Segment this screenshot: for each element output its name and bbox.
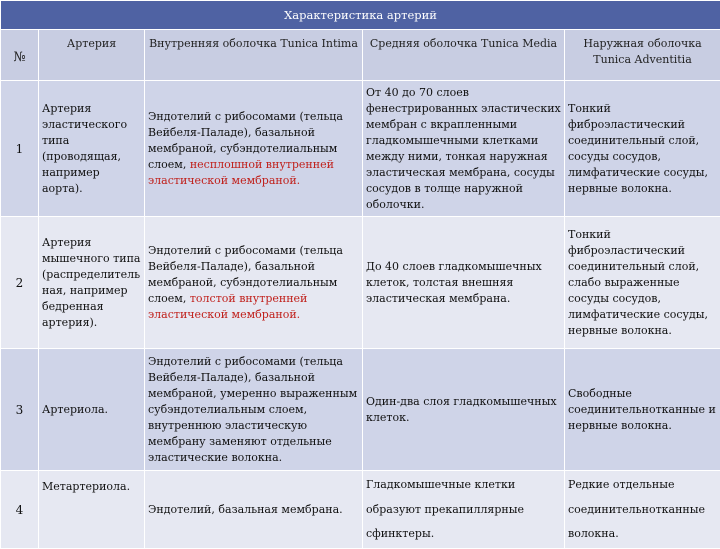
artery-cell: Артериола. (39, 349, 145, 471)
intima-cell: Эндотелий с рибосомами (тельца Вейбеля-Паладе), базальной мембраной, умеренно выраженным субэндотелиальным слоем, внутреннюю эластическую мембрану заменяют отдельные эластические волокна. (145, 349, 363, 471)
media-line: сфинктеры. (366, 526, 561, 542)
media-cell: До 40 слоев гладкомышечных клеток, толстая внешняя эластическая мембрана. (363, 217, 565, 349)
media-cell (363, 471, 565, 549)
adventitia-cell: Тонкий фиброэластический соединительный слой, слабо выраженные сосуды сосудов, лимфатические сосуды, нервные волокна. (565, 217, 720, 349)
artery-cell: Метартериола. (39, 471, 145, 549)
adventitia-line: Редкие отдельные (568, 477, 717, 493)
media-line: образуют прекапиллярные (366, 502, 561, 518)
adventitia-line: волокна. (568, 526, 717, 542)
header-adventitia: Наружная оболочка Tunica Adventitia (565, 30, 720, 81)
artery-cell: Артерия мышечного типа (распределитель ная, например бедренная артерия). (39, 217, 145, 349)
media-cell: Один-два слоя гладкомышечных клеток. (363, 349, 565, 471)
intima-highlight: несплошной внутренней эластической мембраной. (148, 158, 334, 187)
table-row (1, 217, 720, 349)
header-num: № (1, 30, 39, 81)
intima-cell (145, 217, 363, 349)
artery-cell: Артерия эластического типа (проводящая, например аорта). (39, 81, 145, 217)
adventitia-line: соединительнотканные (568, 502, 717, 518)
intima-highlight: толстой внутренней эластической мембраной. (148, 292, 307, 321)
row-num: 2 (1, 217, 39, 349)
intima-text: Эндотелий с рибосомами (тельца Вейбеля-Паладе), базальной мембраной, субэндотелиальным слоем, (148, 244, 343, 305)
row-num: 4 (1, 471, 39, 549)
intima-cell: Эндотелий, базальная мембрана. (145, 471, 363, 549)
intima-cell (145, 81, 363, 217)
media-line: Гладкомышечные клетки (366, 477, 561, 493)
adventitia-cell (565, 471, 720, 549)
table-row (1, 471, 720, 549)
media-cell: От 40 до 70 слоев фенестрированных эластических мембран с вкрапленными гладкомышечными клетками между ними, тонкая наружная эластическая мембрана, сосуды сосудов в толще наружной оболочки. (363, 81, 565, 217)
intima-text: Эндотелий с рибосомами (тельца Вейбеля-Паладе), базальной мембраной, субэндотелиальным слоем, (148, 110, 343, 171)
row-num: 3 (1, 349, 39, 471)
adventitia-cell: Тонкий фиброэластический соединительный слой, сосуды сосудов, лимфатические сосуды, нервные волокна. (565, 81, 720, 217)
header-artery: Артерия (39, 30, 145, 81)
header-media: Средняя оболочка Tunica Media (363, 30, 565, 81)
header-intima: Внутренняя оболочка Tunica Intima (145, 30, 363, 81)
table-title: Характеристика артерий (1, 1, 720, 30)
adventitia-cell: Свободные соединительнотканные и нервные волокна. (565, 349, 720, 471)
table-row (1, 81, 720, 217)
row-num: 1 (1, 81, 39, 217)
table-row (1, 349, 720, 471)
